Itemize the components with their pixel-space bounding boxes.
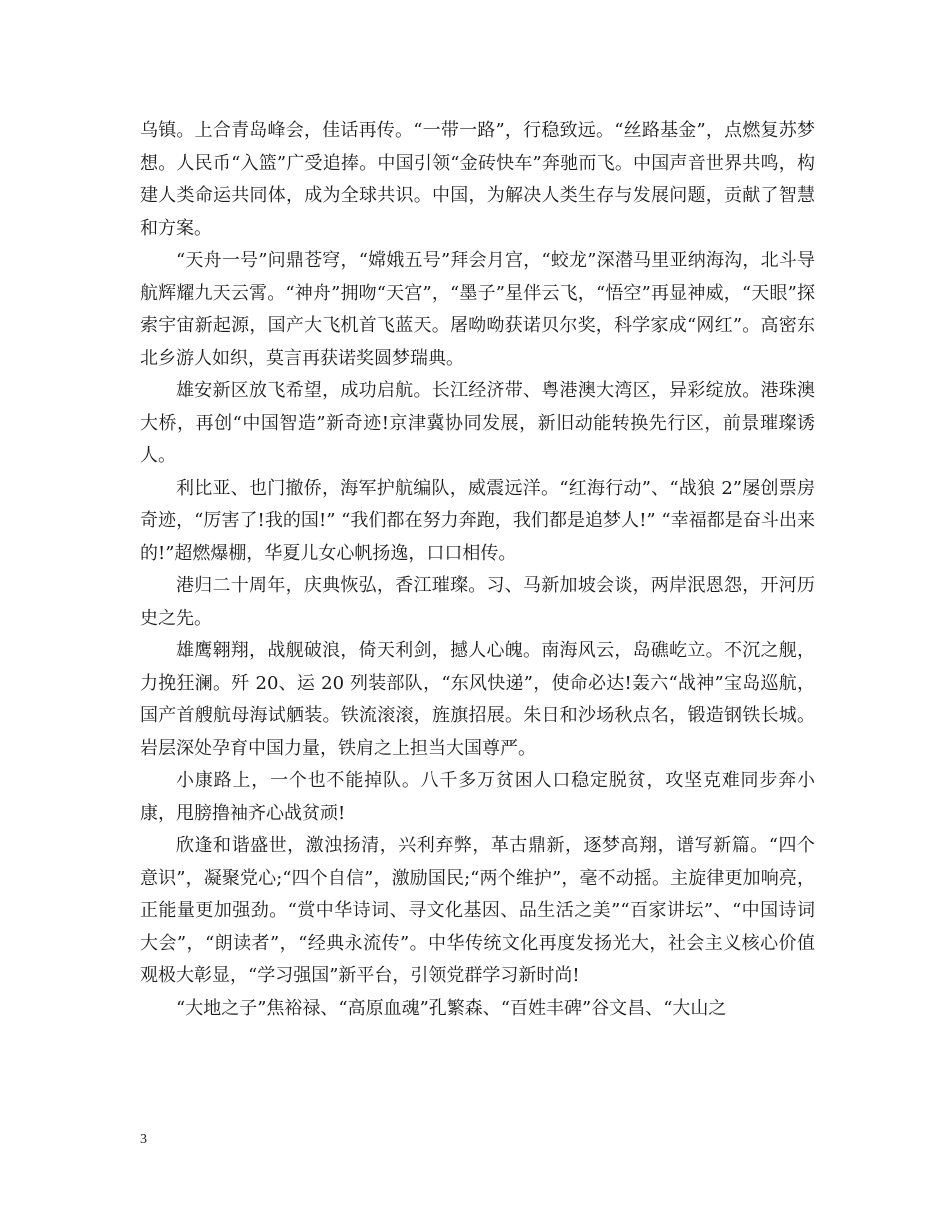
paragraph-culture: 欣逢和谐盛世，激浊扬清，兴利弃弊，革古鼎新，逐梦高翔，谱写新篇。“四个意识”，凝聚党心;“四个自信”，激励国民;“两个维护”，毫不动摇。主旋律更加响亮，正能量更加强劲。“赏中华诗词、寻文化基因、品生活之美”“百家讲坛”、“中国诗词大会”，“朗读者”，“经典永流传”。中华传统文化再度发扬光大，社会主义核心价值观极大彰显，“学习强国”新平台，引领党群学习新时尚! <box>140 835 815 986</box>
body-text <box>140 115 815 1025</box>
paragraph-continuation: 乌镇。上合青岛峰会，佳话再传。“一带一路”，行稳致远。“丝路基金”，点燃复苏梦想。人民币“入篮”广受追捧。中国引领“金砖快车”奔驰而飞。中国声音世界共鸣，构建人类命运共同体，成为全球共识。中国，为解决人类生存与发展问题，贡献了智慧和方案。 <box>140 120 815 239</box>
paragraph-overseas-evacuation: 利比亚、也门撤侨，海军护航编队，威震远洋。“红海行动”、“战狼 2”屡创票房奇迹，“厉害了!我的国!” “我们都在努力奔跑，我们都是追梦人!” “幸福都是奋斗出来的!”超燃爆棚，华夏儿女心帆扬逸，口口相传。 <box>140 477 815 564</box>
paragraph-regional-development: 雄安新区放飞希望，成功启航。长江经济带、粤港澳大湾区，异彩绽放。港珠澳大桥，再创“中国智造”新奇迹!京津冀协同发展，新旧动能转换先行区，前景璀璨诱人。 <box>140 380 815 466</box>
paragraph-role-models: “大地之子”焦裕禄、“高原血魂”孔繁森、“百姓丰碑”谷文昌、“大山之 <box>176 997 727 1019</box>
paragraph-military: 雄鹰翱翔，战舰破浪，倚天利剑，撼人心魄。南海风云，岛礁屹立。不沉之舰，力挽狂澜。歼 20、运 20 列装部队，“东风快递”，使命必达!轰六“战神”宝岛巡航，国产首艘航母海试舾装。铁流滚滚，旌旗招展。朱日和沙场秋点名，锻造钢铁长城。岩层深处孕育中国力量，铁肩之上担当大国尊严。 <box>140 640 815 759</box>
paragraph-space-achievements: “天舟一号”问鼎苍穹，“嫦娥五号”拜会月宫，“蛟龙”深潜马里亚纳海沟，北斗导航辉耀九天云霄。“神舟”拥吻“天宫”，“墨子”星伴云飞，“悟空”再显神威，“天眼”探索宇宙新起源，国产大飞机首飞蓝天。屠呦呦获诺贝尔奖，科学家成“网红”。高密东北乡游人如织，莫言再获诺奖圆梦瑞典。 <box>140 250 815 369</box>
page-number: 3 <box>140 1132 147 1147</box>
paragraph-poverty-alleviation: 小康路上，一个也不能掉队。八千多万贫困人口稳定脱贫，攻坚克难同步奔小康，甩膀撸袖齐心战贫顽! <box>140 770 815 824</box>
paragraph-hong-kong: 港归二十周年，庆典恢弘，香江璀璨。习、马新加坡会谈，两岸泯恩怨，开河历史之先。 <box>140 575 815 629</box>
